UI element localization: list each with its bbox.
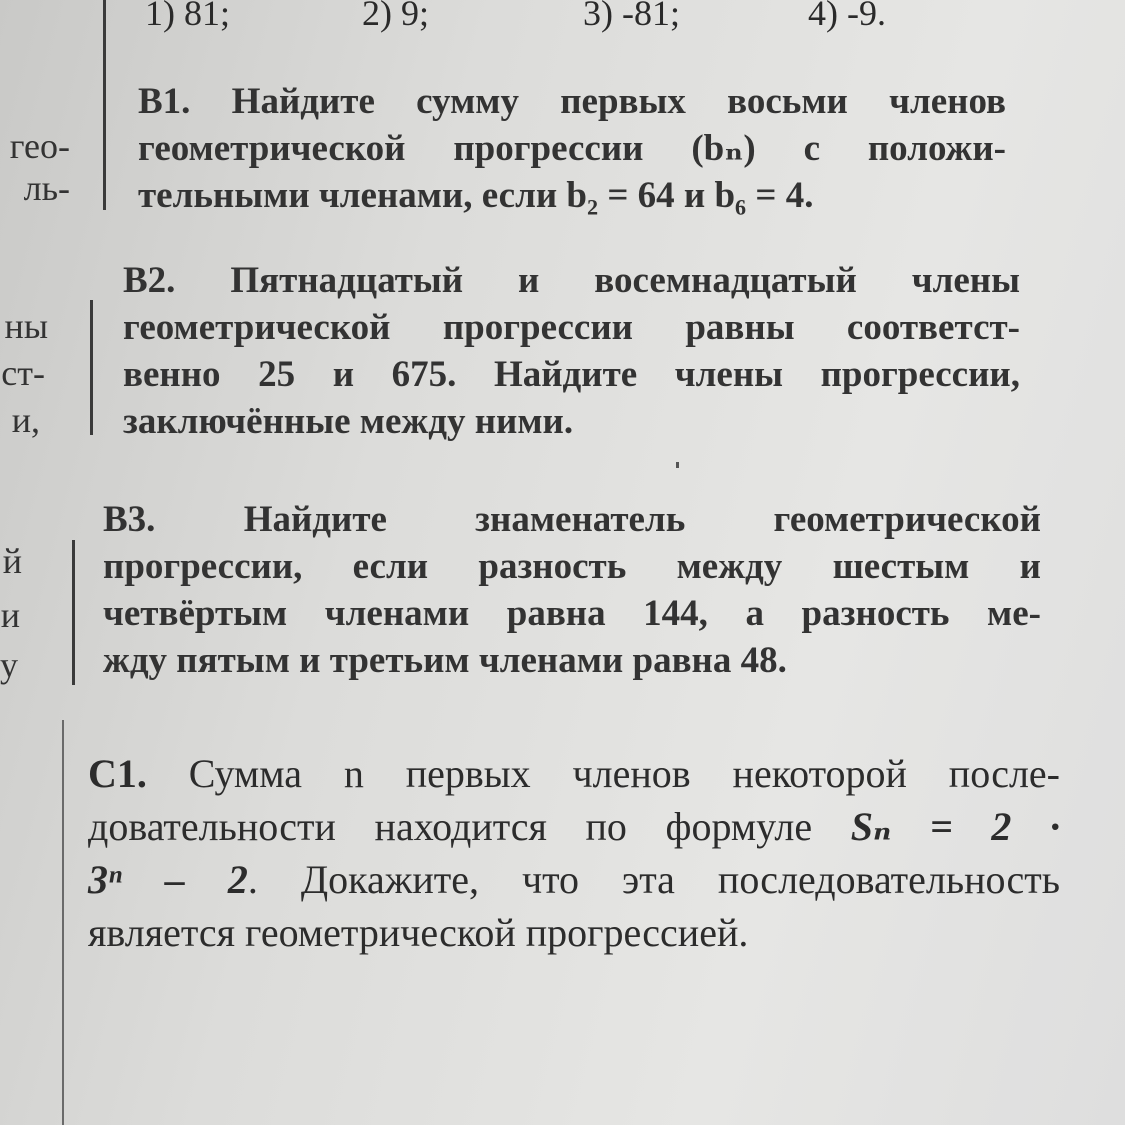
answer-option-3: 3) -81; — [583, 0, 680, 33]
problem-b1-line: геометрической прогрессии (bₙ) с положи- — [138, 128, 1006, 169]
problem-b1-line: тельными членами, если b₂ = 64 и b₆ = 4. — [138, 175, 814, 216]
margin-fragment: ны — [4, 306, 48, 346]
problem-b2-line: геометрической прогрессии равны соответст- — [123, 307, 1020, 348]
problem-b2-label: В2. — [123, 260, 176, 301]
problem-b1 — [138, 78, 1006, 219]
column-divider — [90, 300, 93, 435]
column-divider — [103, 0, 106, 210]
problem-b2 — [123, 257, 1020, 445]
margin-fragment: и — [0, 595, 20, 635]
problem-b3-line: четвёртым членами равна 144, а разность ме- — [103, 593, 1041, 634]
column-divider — [72, 540, 75, 685]
answer-option-2: 2) 9; — [362, 0, 429, 33]
problem-b2-line: заключённые между ними. — [123, 401, 574, 442]
margin-fragment: гео- — [9, 126, 70, 166]
formula-sn: Sₙ = 2 · — [850, 804, 1060, 849]
problem-c1-line: является геометрической прогрессией. — [88, 910, 749, 955]
ink-speck — [676, 462, 679, 468]
problem-c1-label: С1. — [88, 751, 147, 796]
margin-fragment: ль- — [23, 168, 70, 208]
problem-b1-label: В1. — [138, 81, 191, 122]
problem-b3-line: В3. Найдите знаменатель геометрической — [103, 499, 1041, 540]
margin-fragment: у — [0, 645, 18, 685]
problem-b2-line: венно 25 и 675. Найдите члены прогрессии, — [123, 354, 1020, 395]
margin-fragment: и, — [11, 400, 40, 440]
column-divider — [62, 720, 64, 1125]
problem-b3-label: В3. — [103, 499, 156, 540]
problem-b1-line: В1. Найдите сумму первых восьми членов — [138, 81, 1007, 122]
problem-b2-line: В2. Пятнадцатый и восемнадцатый члены — [123, 260, 1021, 301]
answer-option-1: 1) 81; — [145, 0, 230, 33]
problem-b3-line: прогрессии, если разность между шестым и — [103, 546, 1041, 587]
formula-3n: 3ⁿ – 2 — [88, 857, 248, 902]
answer-option-4: 4) -9. — [808, 0, 886, 33]
problem-c1-line: довательности находится по формуле Sₙ = 2 · — [88, 804, 1060, 849]
problem-c1-line: С1. Сумма n первых членов некоторой после- — [88, 751, 1060, 796]
problem-c1 — [88, 747, 1060, 959]
problem-b3-line: жду пятым и третьим членами равна 48. — [103, 640, 787, 681]
margin-fragment: ст- — [1, 353, 45, 393]
problem-c1-line: 3ⁿ – 2. Докажите, что эта последовательность — [88, 857, 1060, 902]
problem-b3 — [103, 496, 1041, 684]
margin-fragment: й — [2, 541, 22, 581]
